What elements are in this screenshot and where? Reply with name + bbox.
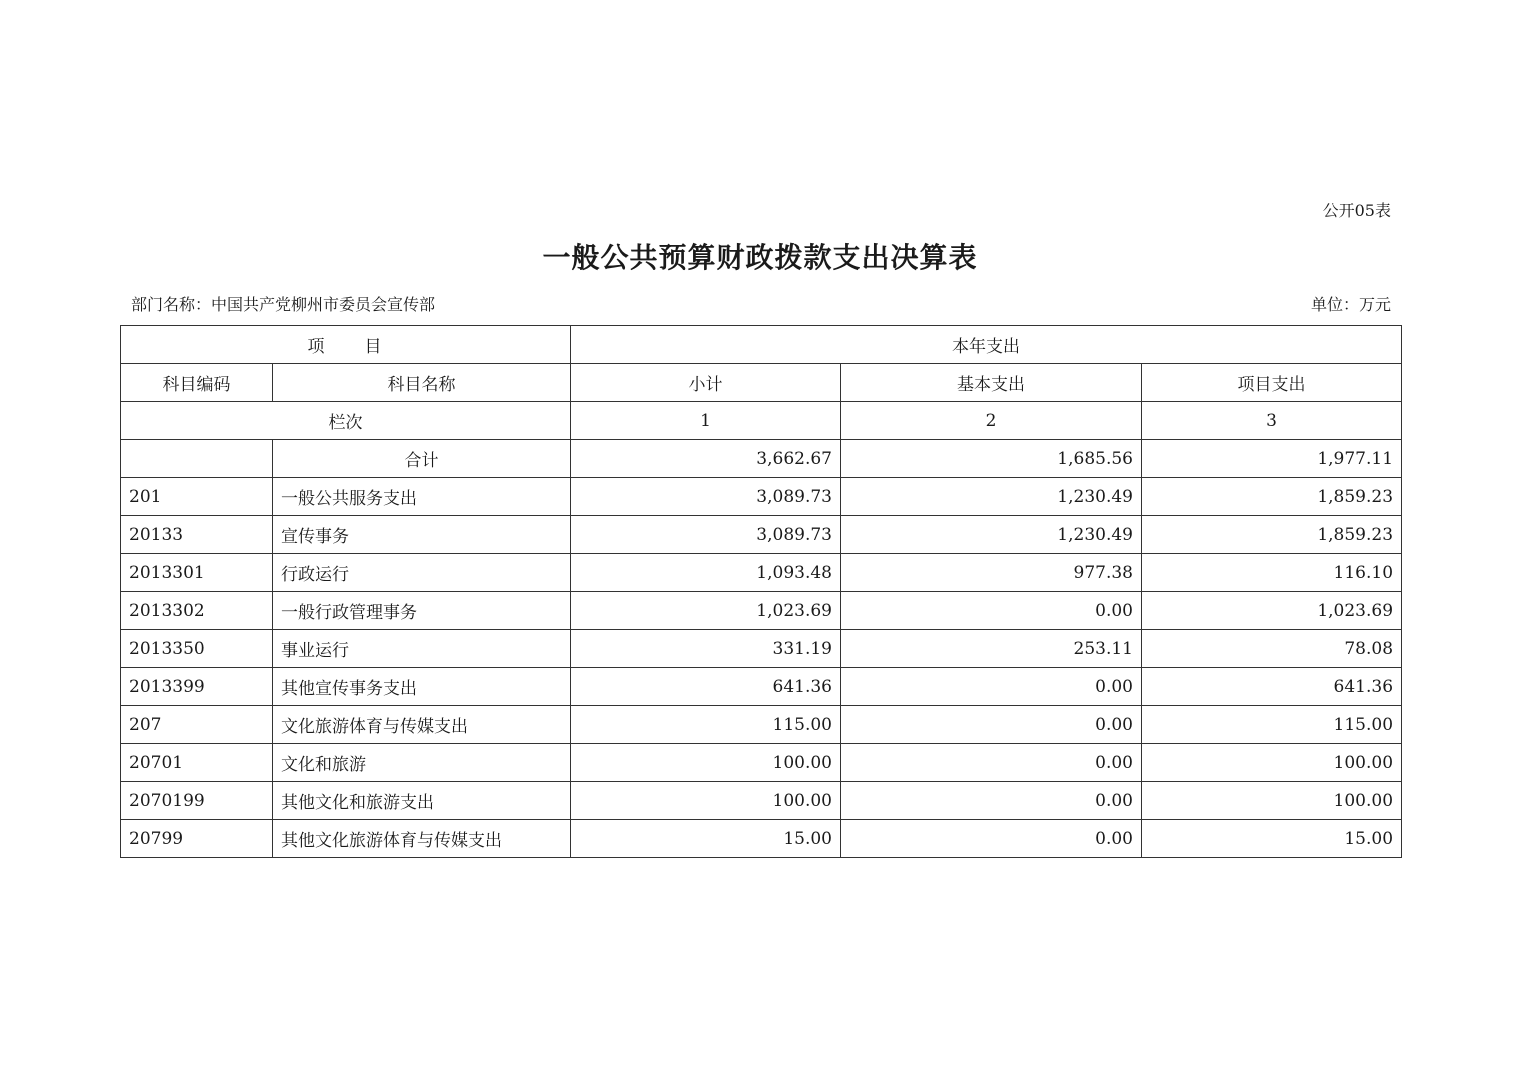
form-code: 公开05表 [1322, 201, 1391, 220]
cell-project: 1,859.23 [1142, 516, 1402, 554]
cell-subtotal: 641.36 [571, 668, 841, 706]
cell-code: 201 [121, 478, 273, 516]
cell-subtotal: 3,089.73 [571, 478, 841, 516]
cell-basic: 0.00 [841, 782, 1142, 820]
unit-label: 单位：万元 [1310, 295, 1391, 314]
cell-basic: 0.00 [841, 668, 1142, 706]
header-row-2 [121, 364, 1402, 402]
table-row [121, 516, 1402, 554]
cell-basic: 977.38 [841, 554, 1142, 592]
header-code: 科目编码 [121, 364, 273, 402]
table-row [121, 706, 1402, 744]
cell-project: 1,023.69 [1142, 592, 1402, 630]
cell-subtotal: 3,662.67 [571, 440, 841, 478]
cell-code: 2013301 [121, 554, 273, 592]
cell-project: 100.00 [1142, 782, 1402, 820]
cell-subtotal: 1,093.48 [571, 554, 841, 592]
cell-basic: 1,230.49 [841, 478, 1142, 516]
cell-subtotal: 3,089.73 [571, 516, 841, 554]
cell-project: 641.36 [1142, 668, 1402, 706]
cell-basic: 1,230.49 [841, 516, 1142, 554]
cell-name: 合计 [273, 440, 571, 478]
header-column-order: 栏次 [121, 402, 571, 440]
cell-basic: 0.00 [841, 592, 1142, 630]
cell-code: 2013399 [121, 668, 273, 706]
cell-basic: 0.00 [841, 820, 1142, 858]
cell-name: 行政运行 [273, 554, 571, 592]
cell-name: 宣传事务 [273, 516, 571, 554]
cell-subtotal: 1,023.69 [571, 592, 841, 630]
cell-name: 一般行政管理事务 [273, 592, 571, 630]
cell-basic: 0.00 [841, 706, 1142, 744]
header-name: 科目名称 [273, 364, 571, 402]
cell-code: 2070199 [121, 782, 273, 820]
header-current-year-expense: 本年支出 [571, 326, 1402, 364]
cell-subtotal: 100.00 [571, 782, 841, 820]
table-row [121, 668, 1402, 706]
cell-code: 2013302 [121, 592, 273, 630]
cell-subtotal: 15.00 [571, 820, 841, 858]
cell-subtotal: 100.00 [571, 744, 841, 782]
table-row [121, 820, 1402, 858]
header-project-expense: 项目支出 [1142, 364, 1402, 402]
header-project: 项 目 [121, 326, 571, 364]
cell-name: 其他宣传事务支出 [273, 668, 571, 706]
table-row [121, 592, 1402, 630]
cell-basic: 0.00 [841, 744, 1142, 782]
cell-code: 20799 [121, 820, 273, 858]
table-row [121, 782, 1402, 820]
cell-basic: 1,685.56 [841, 440, 1142, 478]
cell-basic: 253.11 [841, 630, 1142, 668]
table-row [121, 478, 1402, 516]
cell-code: 20701 [121, 744, 273, 782]
cell-code: 2013350 [121, 630, 273, 668]
table-row [121, 554, 1402, 592]
department-label: 部门名称：中国共产党柳州市委员会宣传部 [131, 295, 436, 314]
expenditure-table [120, 325, 1402, 858]
cell-project: 116.10 [1142, 554, 1402, 592]
cell-code: 20133 [121, 516, 273, 554]
cell-name: 文化和旅游 [273, 744, 571, 782]
table-row [121, 744, 1402, 782]
header-col-3: 3 [1142, 402, 1402, 440]
table-row [121, 440, 1402, 478]
cell-code: 207 [121, 706, 273, 744]
header-row-3 [121, 402, 1402, 440]
document-title: 一般公共预算财政拨款支出决算表 [542, 241, 978, 274]
cell-subtotal: 115.00 [571, 706, 841, 744]
header-row-1 [121, 326, 1402, 364]
cell-name: 其他文化旅游体育与传媒支出 [273, 820, 571, 858]
cell-name: 其他文化和旅游支出 [273, 782, 571, 820]
cell-name: 一般公共服务支出 [273, 478, 571, 516]
header-col-1: 1 [571, 402, 841, 440]
cell-project: 1,859.23 [1142, 478, 1402, 516]
cell-project: 1,977.11 [1142, 440, 1402, 478]
header-basic: 基本支出 [841, 364, 1142, 402]
cell-project: 115.00 [1142, 706, 1402, 744]
cell-project: 15.00 [1142, 820, 1402, 858]
cell-name: 事业运行 [273, 630, 571, 668]
cell-project: 78.08 [1142, 630, 1402, 668]
cell-project: 100.00 [1142, 744, 1402, 782]
header-subtotal: 小计 [571, 364, 841, 402]
cell-subtotal: 331.19 [571, 630, 841, 668]
header-col-2: 2 [841, 402, 1142, 440]
cell-code [121, 440, 273, 478]
cell-name: 文化旅游体育与传媒支出 [273, 706, 571, 744]
table-row [121, 630, 1402, 668]
